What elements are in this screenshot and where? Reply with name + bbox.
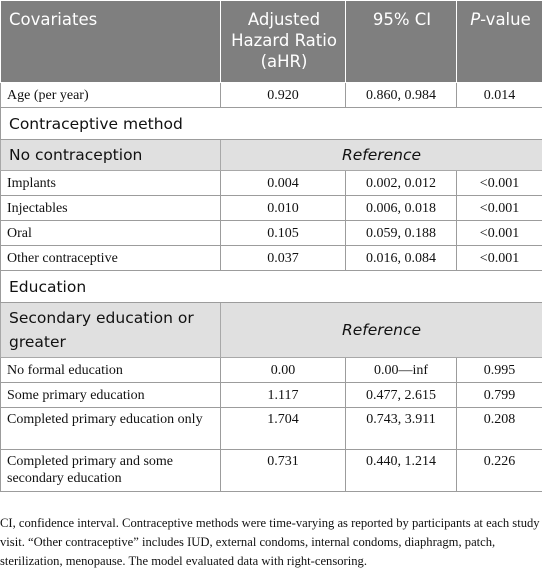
table-row — [1, 196, 542, 221]
header-covariates: Covariates — [1, 1, 221, 83]
header-p-value — [457, 1, 542, 83]
row-ci: 0.00—inf — [346, 358, 457, 383]
row-ahr: 0.105 — [221, 221, 346, 246]
row-p: 0.799 — [457, 383, 542, 408]
row-label: Other contraceptive — [1, 246, 221, 271]
row-p: <0.001 — [457, 221, 542, 246]
header-p-italic: P — [470, 10, 481, 29]
table-row — [1, 358, 542, 383]
row-ci: 0.016, 0.084 — [346, 246, 457, 271]
row-p: 0.208 — [457, 408, 542, 450]
row-ci: 0.860, 0.984 — [346, 83, 457, 108]
table-row — [1, 221, 542, 246]
row-ci: 0.477, 2.615 — [346, 383, 457, 408]
row-ahr: 0.920 — [221, 83, 346, 108]
header-p-rest: -value — [480, 10, 531, 29]
row-label: Implants — [1, 171, 221, 196]
row-ahr: 0.037 — [221, 246, 346, 271]
row-label: Completed primary and some secondary education — [1, 450, 221, 492]
row-ahr: 0.00 — [221, 358, 346, 383]
reference-label: No contraception — [1, 140, 221, 171]
row-label: Oral — [1, 221, 221, 246]
row-p: <0.001 — [457, 246, 542, 271]
section-contraceptive — [1, 108, 542, 140]
table-row — [1, 171, 542, 196]
table-row — [1, 408, 542, 450]
row-label: Some primary education — [1, 383, 221, 408]
row-ahr: 1.117 — [221, 383, 346, 408]
row-label: Injectables — [1, 196, 221, 221]
reference-row-contraceptive — [1, 140, 542, 171]
reference-value: Reference — [221, 303, 542, 358]
section-education — [1, 271, 542, 303]
row-label: Completed primary education only — [1, 408, 221, 450]
row-label: Age (per year) — [1, 83, 221, 108]
row-label: No formal education — [1, 358, 221, 383]
reference-label: Secondary education or greater — [1, 303, 221, 358]
table-row-age — [1, 83, 542, 108]
table-row — [1, 450, 542, 492]
section-title: Education — [1, 271, 542, 303]
table-footnote: CI, confidence interval. Contraceptive methods were time-varying as reported by participants at each study visit. “Other contraceptive” includes IUD, external condoms, internal condoms, diaphragm, patch, sterilization, menopause. The model evaluated data with right-censoring. — [0, 516, 540, 568]
row-ci: 0.002, 0.012 — [346, 171, 457, 196]
row-ahr: 1.704 — [221, 408, 346, 450]
header-ahr: Adjusted Hazard Ratio (aHR) — [221, 1, 346, 83]
reference-row-education — [1, 303, 542, 358]
row-p: <0.001 — [457, 196, 542, 221]
row-ci: 0.440, 1.214 — [346, 450, 457, 492]
header-row — [1, 1, 542, 83]
row-p: 0.995 — [457, 358, 542, 383]
row-ahr: 0.004 — [221, 171, 346, 196]
table-row — [1, 383, 542, 408]
row-ahr: 0.010 — [221, 196, 346, 221]
row-ci: 0.006, 0.018 — [346, 196, 457, 221]
row-ci: 0.059, 0.188 — [346, 221, 457, 246]
row-ci: 0.743, 3.911 — [346, 408, 457, 450]
header-ci: 95% CI — [346, 1, 457, 83]
reference-value: Reference — [221, 140, 542, 171]
row-p: 0.014 — [457, 83, 542, 108]
row-p: <0.001 — [457, 171, 542, 196]
section-title: Contraceptive method — [1, 108, 542, 140]
table-row — [1, 246, 542, 271]
row-ahr: 0.731 — [221, 450, 346, 492]
row-p: 0.226 — [457, 450, 542, 492]
